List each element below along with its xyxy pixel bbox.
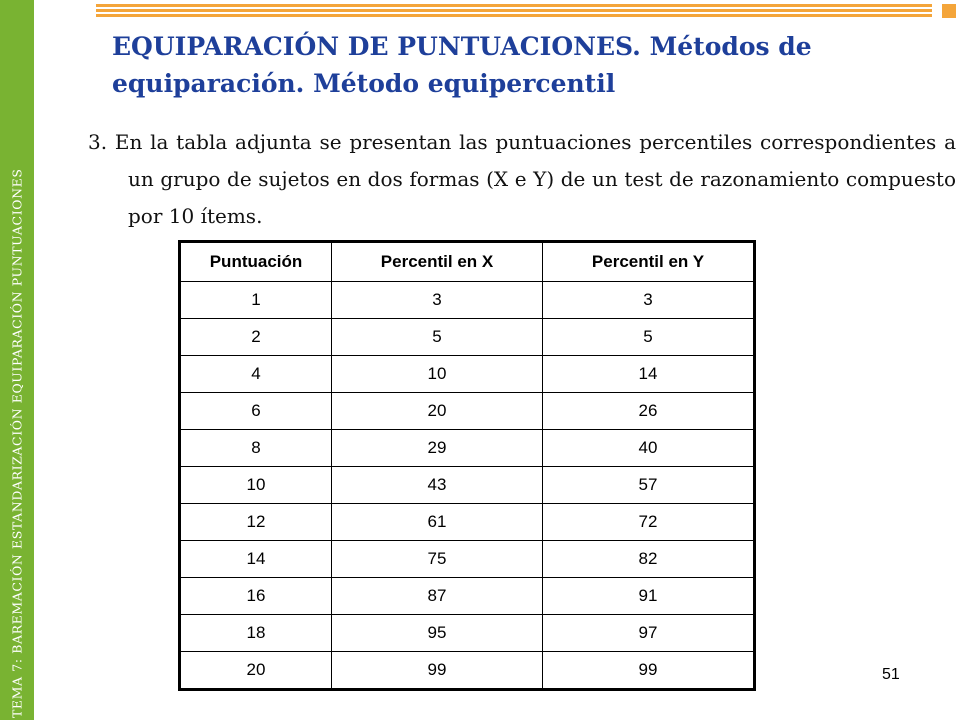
cell-puntuacion: 2	[180, 319, 332, 356]
table-row	[180, 282, 755, 319]
cell-percentil-y: 91	[543, 578, 755, 615]
cell-percentil-x: 3	[332, 282, 543, 319]
table-row	[180, 467, 755, 504]
table-row	[180, 504, 755, 541]
table-row	[180, 393, 755, 430]
cell-percentil-y: 40	[543, 430, 755, 467]
cell-puntuacion: 12	[180, 504, 332, 541]
cell-percentil-y: 97	[543, 615, 755, 652]
cell-puntuacion: 4	[180, 356, 332, 393]
cell-percentil-y: 57	[543, 467, 755, 504]
sidebar-label: TEMA 7: BAREMACIÓN ESTANDARIZACIÓN EQUIPARACIÓN PUNTUACIONES	[9, 168, 25, 718]
cell-puntuacion: 8	[180, 430, 332, 467]
table-row	[180, 430, 755, 467]
page-number: 51	[882, 666, 900, 683]
cell-puntuacion: 18	[180, 615, 332, 652]
cell-percentil-y: 5	[543, 319, 755, 356]
table-row	[180, 319, 755, 356]
header-puntuacion: Puntuación	[180, 242, 332, 282]
cell-percentil-x: 20	[332, 393, 543, 430]
table-row	[180, 541, 755, 578]
cell-puntuacion: 1	[180, 282, 332, 319]
cell-puntuacion: 6	[180, 393, 332, 430]
table-row	[180, 356, 755, 393]
header-percentil-y: Percentil en Y	[543, 242, 755, 282]
cell-percentil-y: 99	[543, 652, 755, 690]
table-row	[180, 615, 755, 652]
cell-percentil-y: 3	[543, 282, 755, 319]
cell-percentil-y: 26	[543, 393, 755, 430]
slide-title: EQUIPARACIÓN DE PUNTUACIONES. Métodos de equiparación. Método equipercentil	[112, 32, 812, 98]
cell-percentil-x: 99	[332, 652, 543, 690]
cell-percentil-y: 14	[543, 356, 755, 393]
percentile-table	[178, 240, 756, 691]
table-header-row	[180, 242, 755, 282]
cell-percentil-y: 82	[543, 541, 755, 578]
table-row	[180, 652, 755, 690]
cell-percentil-x: 10	[332, 356, 543, 393]
cell-percentil-y: 72	[543, 504, 755, 541]
header-percentil-x: Percentil en X	[332, 242, 543, 282]
cell-percentil-x: 5	[332, 319, 543, 356]
intro-paragraph: 3. En la tabla adjunta se presentan las puntuaciones percentiles correspondientes a un grupo de sujetos en dos formas (X e Y) de un test de razonamiento compuesto por 10 ítems.	[88, 130, 956, 228]
cell-puntuacion: 16	[180, 578, 332, 615]
sidebar	[0, 0, 34, 720]
cell-puntuacion: 10	[180, 467, 332, 504]
cell-percentil-x: 29	[332, 430, 543, 467]
cell-puntuacion: 14	[180, 541, 332, 578]
decorative-corner-box	[942, 4, 956, 18]
cell-percentil-x: 61	[332, 504, 543, 541]
cell-percentil-x: 43	[332, 467, 543, 504]
cell-percentil-x: 75	[332, 541, 543, 578]
cell-percentil-x: 87	[332, 578, 543, 615]
table-row	[180, 578, 755, 615]
cell-percentil-x: 95	[332, 615, 543, 652]
cell-puntuacion: 20	[180, 652, 332, 690]
decorative-top-rule	[96, 0, 932, 20]
